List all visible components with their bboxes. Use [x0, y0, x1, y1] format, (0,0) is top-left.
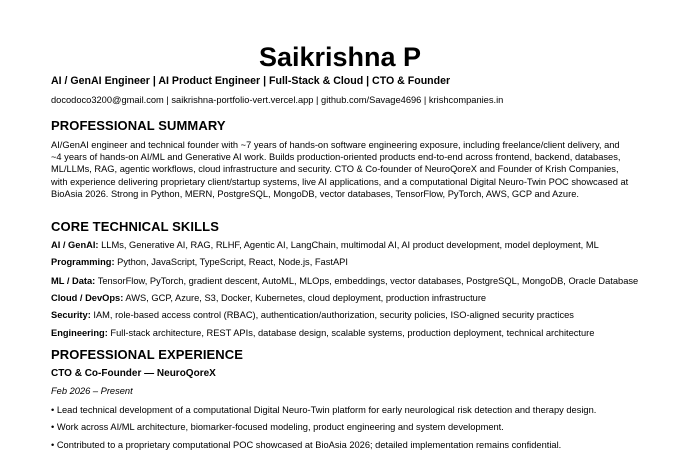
- skill-engineering: [51, 327, 594, 339]
- summary-text: AI/GenAI engineer and technical founder with ~7 years of hands-on software engineering exposure, including freelance/client delivery, and ~4 years of hands-on AI/ML and Generative AI work. Builds production-oriented products end-to-end across frontend, backend, databases, ML/LLMs, RAG, agentic workflows, cloud infrastructure and security. CTO & Co-founder of NeuroQoreX and Founder of Krish Companies, with experience delivering proprietary client/startup systems, live AI applications, and a computational Digital Neuro-Twin POC showcased at BioAsia 2026. Strong in Python, MERN, PostgreSQL, MongoDB, vector databases, TensorFlow, PyTorch, AWS, GCP and Azure.: [51, 140, 629, 199]
- skill-value: AWS, GCP, Azure, S3, Docker, Kubernetes, cloud deployment, production infrastructure: [125, 293, 487, 303]
- skill-ai-genai: [51, 239, 599, 251]
- skill-value: Python, JavaScript, TypeScript, React, Node.js, FastAPI: [117, 257, 348, 267]
- skill-label: Programming:: [51, 257, 115, 267]
- skill-value: LLMs, Generative AI, RAG, RLHF, Agentic AI, LangChain, multimodal AI, AI product development, model deployment, ML: [101, 240, 599, 250]
- experience-bullet: • Contributed to a proprietary computational POC showcased at BioAsia 2026; detailed implementation remains confidential.: [51, 440, 562, 450]
- skill-label: ML / Data:: [51, 276, 96, 286]
- skill-ml-data: [51, 275, 638, 287]
- experience-bullet: • Work across AI/ML architecture, biomarker-focused modeling, product engineering and system development.: [51, 422, 504, 432]
- experience-heading: PROFESSIONAL EXPERIENCE: [51, 347, 244, 362]
- skill-security: [51, 309, 574, 321]
- skill-value: IAM, role-based access control (RBAC), authentication/authorization, security policies, ISO-aligned security practices: [93, 310, 574, 320]
- experience-bullet: • Lead technical development of a computational Digital Neuro-Twin platform for early neurological risk detection and therapy design.: [51, 405, 597, 415]
- candidate-name: Saikrishna P: [258, 42, 422, 72]
- tagline: AI / GenAI Engineer | AI Product Engineer | Full-Stack & Cloud | CTO & Founder: [51, 75, 451, 87]
- skill-label: AI / GenAI:: [51, 240, 99, 250]
- skill-cloud-devops: [51, 292, 486, 304]
- contact-line: docodoco3200@gmail.com | saikrishna-portfolio-vert.vercel.app | github.com/Savage4696 | krishcompanies.in: [51, 95, 504, 105]
- skill-value: Full-stack architecture, REST APIs, database design, scalable systems, production deployment, technical architecture: [110, 328, 595, 338]
- skill-label: Cloud / DevOps:: [51, 293, 124, 303]
- skills-heading: CORE TECHNICAL SKILLS: [51, 219, 219, 234]
- skill-label: Security:: [51, 310, 91, 320]
- skill-programming: [51, 256, 348, 268]
- skill-value: TensorFlow, PyTorch, gradient descent, AutoML, MLOps, embeddings, vector databases, PostgreSQL, MongoDB, Oracle Database: [97, 276, 639, 286]
- skill-label: Engineering:: [51, 328, 108, 338]
- role-dates: Feb 2026 – Present: [51, 386, 133, 396]
- summary-heading: PROFESSIONAL SUMMARY: [51, 118, 226, 133]
- role-title: CTO & Co-Founder — NeuroQoreX: [51, 368, 216, 379]
